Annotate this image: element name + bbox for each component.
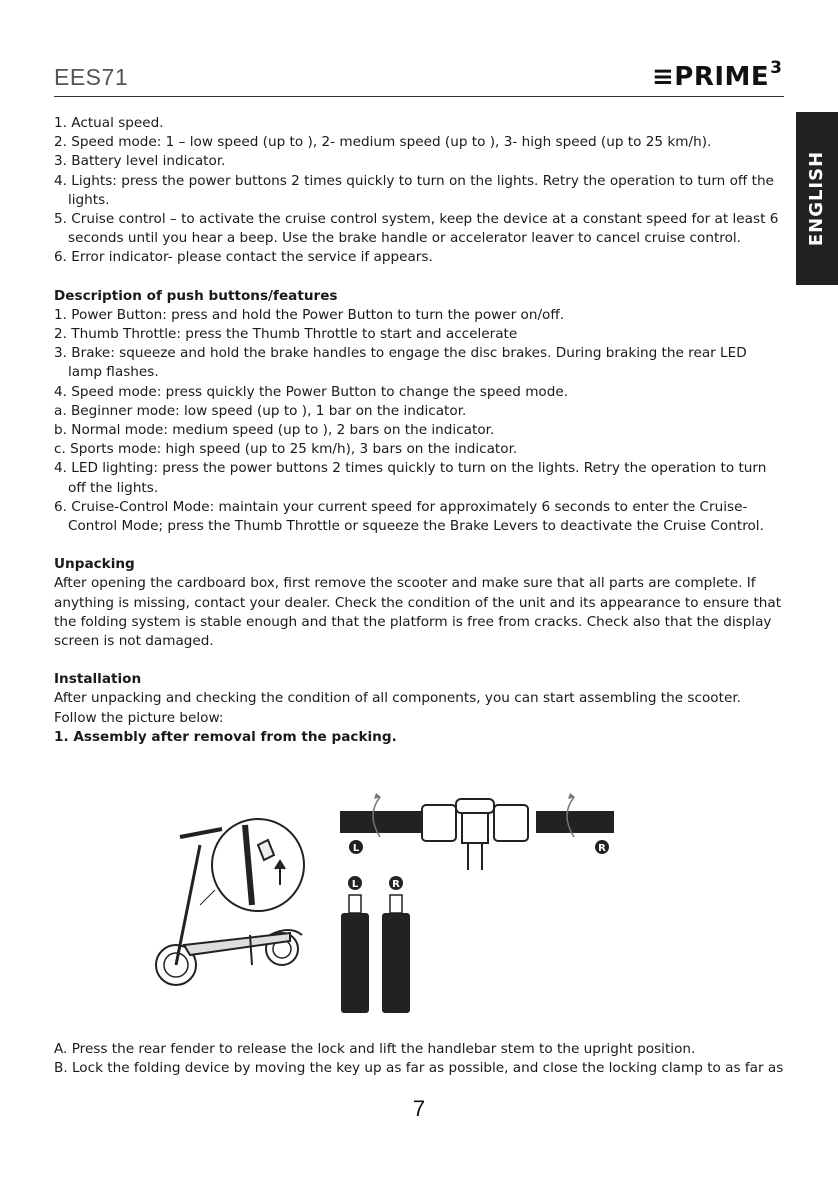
handlebar-illustration — [340, 793, 614, 870]
display-list-item: 6. Error indicator- please contact the service if appears. — [54, 249, 433, 266]
buttons-list-item: 1. Power Button: press and hold the Power Button to turn the power on/off. — [54, 306, 565, 323]
display-unit — [456, 799, 494, 813]
buttons-list-item: 3. Brake: squeeze and hold the brake handles to engage the disc brakes. During braking the rear LED lamp flashes. — [54, 345, 747, 381]
buttons-heading: Description of push buttons/features — [54, 287, 338, 304]
language-tab — [796, 112, 838, 285]
left-grip-marker-text: L — [351, 879, 359, 890]
buttons-list-item: a. Beginner mode: low speed (up to ), 1 bar on the indicator. — [54, 402, 467, 419]
steps-section — [54, 1040, 784, 1078]
right-grip-marker-text: R — [392, 879, 400, 890]
display-list-item: 4. Lights: press the power buttons 2 times quickly to turn on the lights. Retry the operation to turn off the lights. — [54, 172, 774, 208]
scooter-illustration — [156, 829, 302, 985]
handlebar — [180, 829, 222, 837]
buttons-list-item: 2. Thumb Throttle: press the Thumb Throttle to start and accelerate — [54, 326, 518, 343]
left-marker-text: L — [352, 843, 360, 854]
display-list-item: 1. Actual speed. — [54, 115, 164, 131]
right-marker-text: R — [598, 843, 606, 854]
right-marker-top — [595, 840, 609, 854]
buttons-list-item: 6. Cruise-Control Mode: maintain your current speed for approximately 6 seconds to enter the Cruise-Control Mode; press the Thumb Throttle or squeeze the Brake Levers to deactivate the Cruise Control. — [54, 498, 764, 535]
left-grip — [340, 811, 434, 833]
display-list-item: 2. Speed mode: 1 – low speed (up to ), 2- medium speed (up to ), 3- high speed (up to 25 km/h). — [54, 134, 712, 151]
left-loose-grip — [341, 913, 369, 1013]
detail-circle — [200, 819, 304, 911]
buttons-list-item: 4. LED lighting: press the power buttons 2 times quickly to turn on the lights. Retry the operation to turn off the lights. — [54, 460, 767, 496]
language-tab-label: ENGLISH — [806, 150, 828, 247]
unpacking-text: After opening the cardboard box, first remove the scooter and make sure that all parts are complete. If anything is missing, contact your dealer. Check the condition of the unit and its appearance to ensure that the folding system is stable enough and that the platform is free from cracks. Check also that the display screen is not damaged. — [54, 575, 782, 650]
unpacking-heading: Unpacking — [54, 556, 135, 573]
step-item: A. Press the rear fender to release the lock and lift the handlebar stem to the upright position. — [54, 1041, 696, 1057]
step-item: B. Lock the folding device by moving the key up as far as possible, and close the locking clamp to as far as — [54, 1060, 784, 1077]
left-marker-top — [349, 840, 363, 854]
brand-logo — [651, 58, 782, 92]
page-number: 7 — [412, 1096, 426, 1121]
installation-text: After unpacking and checking the condition of all components, you can start assembling the scooter. Follow the picture below: — [54, 690, 741, 726]
buttons-list-item: b. Normal mode: medium speed (up to ), 2 bars on the indicator. — [54, 422, 495, 439]
page-content — [54, 114, 784, 747]
buttons-list-item: c. Sports mode: high speed (up to 25 km/h), 3 bars on the indicator. — [54, 441, 518, 458]
brand-name: ≡PRIME — [651, 62, 770, 92]
right-loose-grip — [382, 913, 410, 1013]
installation-heading: Installation — [54, 671, 142, 688]
display-list-item: 3. Battery level indicator. — [54, 153, 226, 170]
right-grip — [536, 811, 614, 833]
brand-superscript: 3 — [770, 58, 782, 78]
loose-grips — [341, 876, 410, 1013]
assembly-step-heading: 1. Assembly after removal from the packing. — [54, 728, 397, 745]
header-rule — [54, 96, 784, 97]
buttons-list-item: 4. Speed mode: press quickly the Power Button to change the speed mode. — [54, 383, 569, 400]
model-name: EES71 — [54, 64, 129, 90]
display-list-item: 5. Cruise control – to activate the cruise control system, keep the device at a constant speed for at least 6 seconds until you hear a beep. Use the brake handle or accelerator leaver to cancel cruise control. — [54, 211, 779, 247]
assembly-figure — [140, 785, 630, 1015]
